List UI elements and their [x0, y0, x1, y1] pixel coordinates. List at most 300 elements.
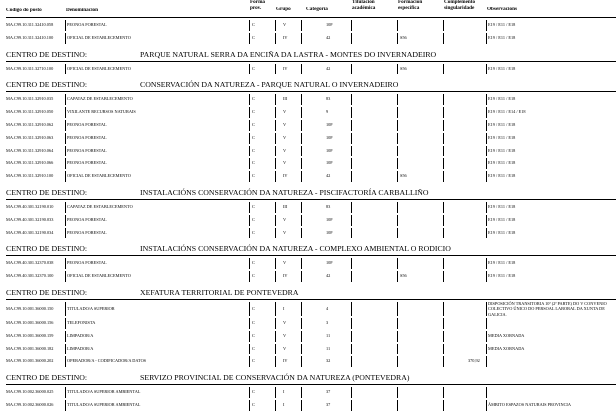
cell-observacions: E19 / E11 / E14 / E18	[488, 109, 526, 115]
column-divider	[397, 120, 398, 131]
cell-grupo: V	[283, 122, 287, 127]
column-divider	[397, 331, 398, 342]
column-divider	[443, 202, 444, 213]
section-name: INSTALACIÓNS CONSERVACIÓN DA NATUREZA - COMPLEXO AMBIENTAL O RODICIO	[140, 244, 451, 254]
table-row	[0, 119, 616, 132]
cell-categoria: 42	[326, 173, 331, 179]
column-divider	[65, 344, 66, 355]
column-divider	[275, 400, 276, 411]
cell-forma: C	[252, 402, 255, 407]
column-divider	[65, 158, 66, 169]
cell-denominacion: PEONOA FORESTAL	[67, 22, 107, 27]
column-divider	[397, 271, 398, 282]
header-codigo: Código do posto	[6, 8, 42, 13]
cell-forma: C	[252, 96, 255, 102]
cell-codigo: MA.C99.10.311.32410.058	[6, 22, 54, 27]
header-complemento: Complemento singularidade	[444, 0, 476, 11]
cell-categoria: 11	[326, 332, 331, 338]
column-divider	[486, 258, 487, 269]
cell-codigo: MA.C99.10.001.36000.150	[6, 306, 54, 311]
table-row	[0, 63, 616, 76]
cell-denominacion: OPERADOR/A - CODIFICADOR/A DATOS	[67, 358, 147, 364]
column-divider	[301, 258, 302, 269]
cell-codigo: MA.C99.10.001.36000.182	[6, 345, 54, 351]
table-row	[0, 301, 616, 317]
column-divider	[351, 344, 352, 355]
cell-categoria: 10F	[326, 260, 333, 266]
column-divider	[249, 64, 250, 75]
section-header	[0, 372, 616, 386]
column-divider	[301, 302, 302, 316]
column-divider	[351, 33, 352, 44]
cell-forma: C	[252, 345, 255, 351]
cell-observacions: E19 / E11 / E18	[488, 96, 516, 102]
column-divider	[443, 33, 444, 44]
column-divider	[486, 120, 487, 131]
column-divider	[397, 133, 398, 144]
cell-codigo: MA.C99.10.311.32910.063	[6, 134, 54, 140]
column-divider	[443, 318, 444, 329]
table-row	[0, 257, 616, 270]
column-divider	[275, 171, 276, 182]
column-divider	[486, 331, 487, 342]
column-divider	[301, 171, 302, 182]
cell-observacions: E19 / E11 / E18	[488, 134, 516, 140]
table-row	[0, 214, 616, 227]
cell-denominacion: LIMPADOR/A	[67, 345, 94, 351]
cell-codigo: MA.C99.40.301.32370.038	[6, 260, 54, 266]
column-divider	[397, 400, 398, 411]
section-header	[0, 187, 616, 201]
column-divider	[301, 228, 302, 239]
cell-grupo: V	[283, 160, 287, 166]
column-divider	[301, 215, 302, 226]
cell-forma: C	[252, 389, 255, 395]
column-divider	[65, 94, 66, 105]
cell-formacion: S56	[400, 34, 407, 40]
column-divider	[486, 133, 487, 144]
cell-observacions: E19 / E11 / E18	[488, 204, 516, 209]
column-divider	[351, 120, 352, 131]
column-divider	[486, 215, 487, 226]
column-divider	[275, 33, 276, 44]
cell-observacions: MEDIA XORNADA	[488, 345, 525, 351]
column-divider	[65, 20, 66, 31]
column-divider	[249, 356, 250, 367]
section-rule	[6, 384, 616, 385]
column-divider	[249, 107, 250, 118]
cell-formacion: S56	[400, 273, 407, 279]
section-rule	[6, 199, 616, 200]
cell-denominacion: PEONOA FORESTAL	[67, 160, 107, 166]
column-divider	[443, 20, 444, 31]
table-row	[0, 132, 616, 145]
column-divider	[486, 302, 487, 316]
column-divider	[65, 107, 66, 118]
column-divider	[443, 331, 444, 342]
cell-codigo: MA.C99.10.311.32410.100	[6, 34, 54, 40]
column-divider	[397, 318, 398, 329]
cell-categoria: 10F	[326, 122, 333, 127]
column-divider	[397, 356, 398, 367]
column-divider	[65, 133, 66, 144]
column-divider	[351, 271, 352, 282]
table-row	[0, 170, 616, 183]
cell-grupo: IV	[283, 273, 288, 279]
cell-forma: C	[252, 34, 255, 40]
cell-grupo: IV	[283, 34, 288, 40]
column-divider	[301, 107, 302, 118]
column-divider	[301, 158, 302, 169]
cell-observacions: E19 / E11 / E18	[488, 122, 516, 127]
table-row	[0, 355, 616, 368]
cell-codigo: MA.C99.10.001.36000.159	[6, 332, 54, 338]
column-divider	[397, 344, 398, 355]
column-divider	[397, 171, 398, 182]
cell-categoria: 11	[326, 345, 331, 351]
cell-denominacion: PEONOA FORESTAL	[67, 260, 107, 266]
cell-complemento: 370,92	[468, 358, 480, 364]
cell-forma: C	[252, 134, 255, 140]
column-divider	[301, 94, 302, 105]
cell-categoria: 37	[326, 389, 331, 395]
column-divider	[301, 202, 302, 213]
column-divider	[351, 258, 352, 269]
cell-grupo: V	[283, 147, 287, 153]
header-titulacion: Titulación académica	[352, 0, 376, 11]
cell-observacions: E19 / E11 / E18	[488, 173, 516, 179]
cell-observacions: E19 / E11 / E18	[488, 160, 516, 166]
cell-grupo: IV	[283, 65, 288, 71]
column-divider	[351, 356, 352, 367]
cell-denominacion: CAPATAZ DE ESTABLECEMENTO	[67, 204, 133, 209]
section-label: CENTRO DE DESTINO:	[6, 288, 87, 297]
column-divider	[249, 387, 250, 398]
cell-grupo: V	[283, 216, 287, 222]
section-header	[0, 243, 616, 257]
column-divider	[486, 387, 487, 398]
column-divider	[275, 158, 276, 169]
column-divider	[65, 318, 66, 329]
column-divider	[443, 107, 444, 118]
header-rule	[6, 17, 616, 18]
column-divider	[443, 356, 444, 367]
column-divider	[275, 215, 276, 226]
cell-categoria: 10F	[326, 229, 333, 235]
column-divider	[443, 400, 444, 411]
table-row	[0, 93, 616, 106]
column-divider	[301, 33, 302, 44]
column-divider	[443, 302, 444, 316]
column-divider	[443, 146, 444, 157]
column-divider	[443, 133, 444, 144]
column-divider	[443, 171, 444, 182]
cell-grupo: IV	[283, 173, 288, 179]
column-divider	[351, 318, 352, 329]
header-categoria: Categoría	[306, 7, 328, 12]
section-rule	[6, 299, 616, 300]
column-divider	[275, 228, 276, 239]
column-divider	[351, 94, 352, 105]
cell-forma: C	[252, 332, 255, 338]
cell-grupo: I	[283, 306, 285, 311]
cell-categoria: 83	[326, 204, 331, 209]
column-divider	[275, 202, 276, 213]
table-row	[0, 399, 616, 412]
cell-denominacion: OFICIAL DE ESTABLECEMENTO	[67, 273, 131, 279]
column-divider	[443, 387, 444, 398]
header-forma: Forma prov.	[250, 0, 265, 11]
column-divider	[275, 258, 276, 269]
column-divider	[443, 271, 444, 282]
cell-denominacion: PEONOA FORESTAL	[67, 122, 107, 127]
cell-grupo: V	[283, 229, 287, 235]
cell-observacions: E19 / E11 / E18	[488, 65, 516, 71]
column-divider	[65, 258, 66, 269]
cell-forma: C	[252, 273, 255, 279]
cell-forma: C	[252, 306, 255, 311]
cell-denominacion: PEONOA FORESTAL	[67, 216, 107, 222]
section-label: CENTRO DE DESTINO:	[6, 80, 87, 90]
cell-categoria: 10F	[326, 216, 333, 222]
cell-categoria: 9	[326, 109, 329, 115]
cell-codigo: MA.C99.10.311.32910.035	[6, 96, 54, 102]
column-divider	[65, 271, 66, 282]
column-divider	[301, 20, 302, 31]
cell-observacions: E19 / E11 / E18	[488, 22, 516, 27]
column-divider	[443, 344, 444, 355]
column-divider	[397, 20, 398, 31]
column-divider	[351, 20, 352, 31]
section-name: INSTALACIÓNS CONSERVACIÓN DA NATUREZA - PISCIFACTORÍA CARBALLIÑO	[140, 188, 429, 197]
column-divider	[249, 146, 250, 157]
column-divider	[249, 258, 250, 269]
column-divider	[486, 64, 487, 75]
section-rule	[6, 91, 616, 92]
column-divider	[275, 133, 276, 144]
table-row	[0, 227, 616, 240]
cell-codigo: MA.C99.40.301.32190.010	[6, 204, 54, 209]
cell-codigo: MA.C99.40.301.32190.034	[6, 229, 54, 235]
cell-codigo: MA.C99.10.311.32710.100	[6, 65, 54, 71]
column-divider	[397, 158, 398, 169]
column-divider	[301, 133, 302, 144]
column-divider	[301, 331, 302, 342]
table-row	[0, 330, 616, 343]
column-divider	[65, 120, 66, 131]
column-divider	[301, 400, 302, 411]
column-divider	[443, 64, 444, 75]
cell-categoria: 10F	[326, 147, 333, 153]
column-divider	[275, 107, 276, 118]
column-divider	[301, 318, 302, 329]
column-divider	[397, 33, 398, 44]
cell-categoria: 42	[326, 65, 331, 71]
cell-codigo: MA.C99.10.311.32910.066	[6, 160, 54, 166]
column-divider	[486, 20, 487, 31]
section-rule	[6, 61, 616, 62]
cell-codigo: MA.C99.40.301.32190.033	[6, 216, 54, 222]
cell-observacions: E19 / E11 / E18	[488, 260, 516, 266]
column-divider	[486, 146, 487, 157]
cell-grupo: V	[283, 345, 287, 351]
cell-denominacion: OFICIAL DE ESTABLECEMENTO	[67, 65, 131, 71]
cell-categoria: 42	[326, 34, 331, 40]
cell-observacions: E19 / E11 / E18	[488, 34, 516, 40]
column-divider	[351, 133, 352, 144]
column-divider	[443, 228, 444, 239]
section-header	[0, 49, 616, 63]
column-divider	[397, 387, 398, 398]
section-label: CENTRO DE DESTINO:	[6, 188, 87, 197]
column-divider	[397, 202, 398, 213]
column-divider	[275, 356, 276, 367]
column-divider	[443, 120, 444, 131]
column-divider	[65, 64, 66, 75]
column-divider	[486, 158, 487, 169]
column-divider	[249, 120, 250, 131]
column-divider	[486, 318, 487, 329]
column-divider	[249, 400, 250, 411]
cell-grupo: I	[283, 402, 285, 407]
table-row	[0, 157, 616, 170]
column-divider	[275, 94, 276, 105]
cell-categoria: 4	[326, 306, 329, 311]
column-divider	[249, 344, 250, 355]
column-divider	[351, 64, 352, 75]
cell-forma: C	[252, 65, 255, 71]
cell-forma: C	[252, 160, 255, 166]
column-divider	[443, 258, 444, 269]
column-divider	[351, 146, 352, 157]
cell-codigo: MA.C99.10.001.36000.202	[6, 358, 54, 364]
column-divider	[65, 400, 66, 411]
section-label: CENTRO DE DESTINO:	[6, 373, 87, 383]
cell-grupo: V	[283, 134, 287, 140]
cell-observacions: E19 / E11 / E18	[488, 273, 516, 279]
column-divider	[486, 171, 487, 182]
column-divider	[486, 33, 487, 44]
column-divider	[275, 302, 276, 316]
cell-denominacion: OFICIAL DE ESTABLECEMENTO	[67, 173, 131, 179]
column-divider	[301, 64, 302, 75]
column-divider	[249, 202, 250, 213]
column-divider	[249, 215, 250, 226]
cell-categoria: 3	[326, 320, 329, 325]
table-row	[0, 343, 616, 356]
section-label: CENTRO DE DESTINO:	[6, 49, 87, 59]
column-divider	[397, 146, 398, 157]
column-divider	[397, 258, 398, 269]
cell-categoria: 10F	[326, 160, 333, 166]
cell-codigo: MA.C99.10.311.32910.100	[6, 173, 54, 179]
section-name: CONSERVACIÓN DA NATUREZA - PARQUE NATURAL O INVERNADEIRO	[140, 80, 399, 90]
cell-observacions: ÁMBITO ESPAZOS NATURAIS PROVINCIA	[488, 402, 571, 407]
column-divider	[301, 271, 302, 282]
column-divider	[249, 20, 250, 31]
column-divider	[65, 228, 66, 239]
cell-categoria: 10F	[326, 134, 333, 140]
table-row	[0, 32, 616, 45]
cell-denominacion: OFICIAL DE ESTABLECEMENTO	[67, 34, 131, 40]
cell-observacions: MEDIA XORNADA	[488, 332, 525, 338]
cell-denominacion: TITULADO/A SUPERIOR AMBIENTAL	[67, 402, 141, 407]
column-divider	[486, 271, 487, 282]
column-divider	[65, 215, 66, 226]
cell-categoria: 32	[326, 358, 331, 364]
column-divider	[351, 107, 352, 118]
column-divider	[275, 120, 276, 131]
column-divider	[275, 271, 276, 282]
column-divider	[249, 133, 250, 144]
cell-forma: C	[252, 22, 255, 27]
column-divider	[486, 94, 487, 105]
column-divider	[65, 356, 66, 367]
cell-denominacion: TITULADO/A SUPERIOR AMBIENTAL	[67, 389, 141, 395]
cell-forma: C	[252, 204, 255, 209]
cell-grupo: I	[283, 389, 285, 395]
column-divider	[486, 344, 487, 355]
column-divider	[301, 356, 302, 367]
column-divider	[275, 146, 276, 157]
column-divider	[249, 331, 250, 342]
column-divider	[397, 94, 398, 105]
cell-grupo: V	[283, 332, 287, 338]
column-divider	[486, 356, 487, 367]
column-divider	[443, 158, 444, 169]
column-divider	[486, 202, 487, 213]
cell-codigo: MA.C99.10.311.32910.062	[6, 122, 54, 127]
column-divider	[397, 228, 398, 239]
cell-denominacion: CAPATAZ DE ESTABLECEMENTO	[67, 96, 133, 102]
cell-categoria: 83	[326, 96, 331, 102]
cell-categoria: 37	[326, 402, 331, 407]
cell-codigo: MA.C99.10.311.32910.050	[6, 109, 54, 115]
column-divider	[275, 20, 276, 31]
cell-formacion: S56	[400, 173, 407, 179]
column-divider	[443, 94, 444, 105]
column-divider	[351, 302, 352, 316]
table-row	[0, 317, 616, 330]
cell-forma: C	[252, 358, 255, 364]
table-row	[0, 106, 616, 119]
cell-observacions: E19 / E11 / E18	[488, 147, 516, 153]
cell-observacions: E19 / E11 / E18	[488, 216, 516, 222]
cell-codigo: MA.C99.40.301.32370.100	[6, 273, 54, 279]
cell-denominacion: PEONOA FORESTAL	[67, 229, 107, 235]
column-divider	[65, 33, 66, 44]
column-divider	[351, 400, 352, 411]
cell-denominacion: PEONOA FORESTAL	[67, 134, 107, 140]
cell-codigo: MA.C99.10.001.36000.156	[6, 320, 54, 325]
column-divider	[275, 318, 276, 329]
column-divider	[275, 387, 276, 398]
column-divider	[65, 146, 66, 157]
column-divider	[397, 107, 398, 118]
column-divider	[397, 215, 398, 226]
column-divider	[351, 215, 352, 226]
cell-forma: C	[252, 320, 255, 325]
section-name: PARQUE NATURAL SERRA DA ENCIÑA DA LASTRA - MONTES DO INVERNADEIRO	[140, 49, 437, 59]
column-divider	[351, 331, 352, 342]
cell-forma: C	[252, 216, 255, 222]
cell-grupo: V	[283, 22, 287, 27]
column-divider	[351, 387, 352, 398]
column-divider	[301, 146, 302, 157]
cell-codigo: MA.C99.10.311.32910.064	[6, 147, 54, 153]
section-name: SERVIZO PROVINCIAL DE CONSERVACIÓN DA NATUREZA (PONTEVEDRA)	[140, 373, 410, 383]
header-grupo: Grupo	[276, 7, 291, 12]
